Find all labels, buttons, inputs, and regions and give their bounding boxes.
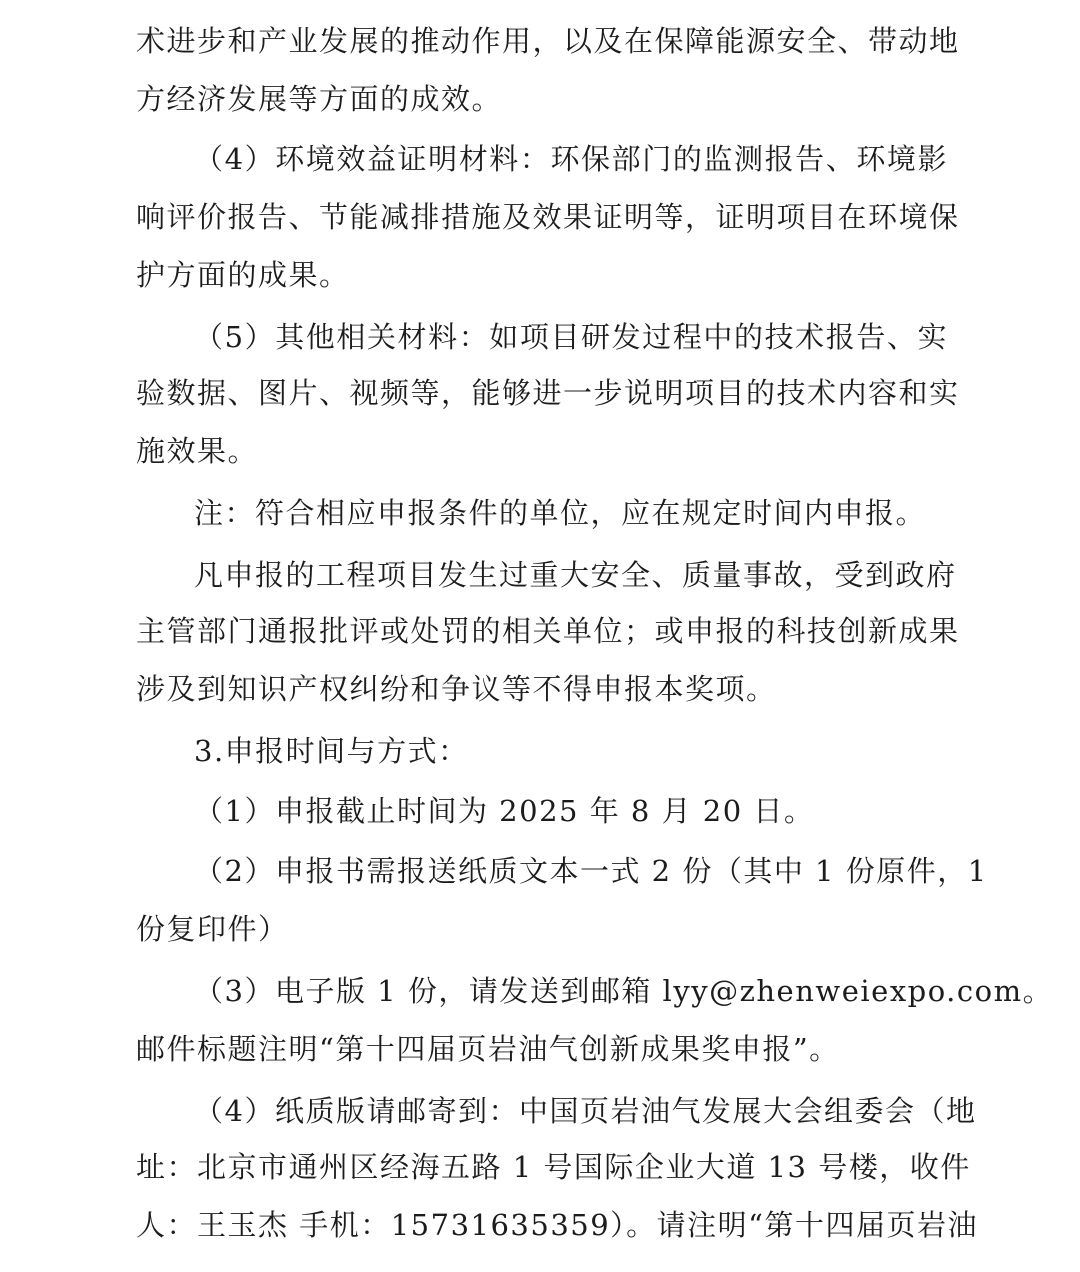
- paragraph-line: （5）其他相关材料：如项目研发过程中的技术报告、实: [194, 320, 948, 354]
- paragraph-line: 方经济发展等方面的成效。: [136, 82, 503, 116]
- list-item: （2）申报书需报送纸质文本一式 2 份（其中 1 份原件，1: [194, 854, 988, 888]
- section-heading: 3.申报时间与方式：: [194, 734, 469, 768]
- list-item: （1）申报截止时间为 2025 年 8 月 20 日。: [194, 794, 815, 828]
- paragraph-line: 邮件标题注明“第十四届页岩油气创新成果奖申报”。: [136, 1032, 840, 1066]
- paragraph-line: 验数据、图片、视频等，能够进一步说明项目的技术内容和实: [136, 376, 960, 410]
- paragraph-line: 护方面的成果。: [136, 258, 350, 292]
- paragraph-line: 主管部门通报批评或处罚的相关单位；或申报的科技创新成果: [136, 614, 960, 648]
- paragraph-line: （4）环境效益证明材料：环保部门的监测报告、环境影: [194, 142, 948, 176]
- paragraph-line: 址：北京市通州区经海五路 1 号国际企业大道 13 号楼，收件: [136, 1150, 971, 1184]
- paragraph-line: 凡申报的工程项目发生过重大安全、质量事故，受到政府: [194, 558, 957, 592]
- paragraph-line: 人：王玉杰 手机：15731635359）。请注明“第十四届页岩油: [136, 1208, 979, 1242]
- list-item: （4）纸质版请邮寄到：中国页岩油气发展大会组委会（地: [194, 1094, 977, 1128]
- paragraph-line: 涉及到知识产权纠纷和争议等不得申报本奖项。: [136, 672, 777, 706]
- note-line: 注：符合相应申报条件的单位，应在规定时间内申报。: [194, 496, 927, 530]
- list-item: （3）电子版 1 份，请发送到邮箱 lyy@zhenweiexpo.com。: [194, 974, 1054, 1008]
- paragraph-line: 施效果。: [136, 434, 259, 468]
- paragraph-line: 术进步和产业发展的推动作用，以及在保障能源安全、带动地: [136, 24, 960, 58]
- paragraph-line: 响评价报告、节能减排措施及效果证明等，证明项目在环境保: [136, 200, 960, 234]
- paragraph-line: 份复印件）: [136, 912, 289, 946]
